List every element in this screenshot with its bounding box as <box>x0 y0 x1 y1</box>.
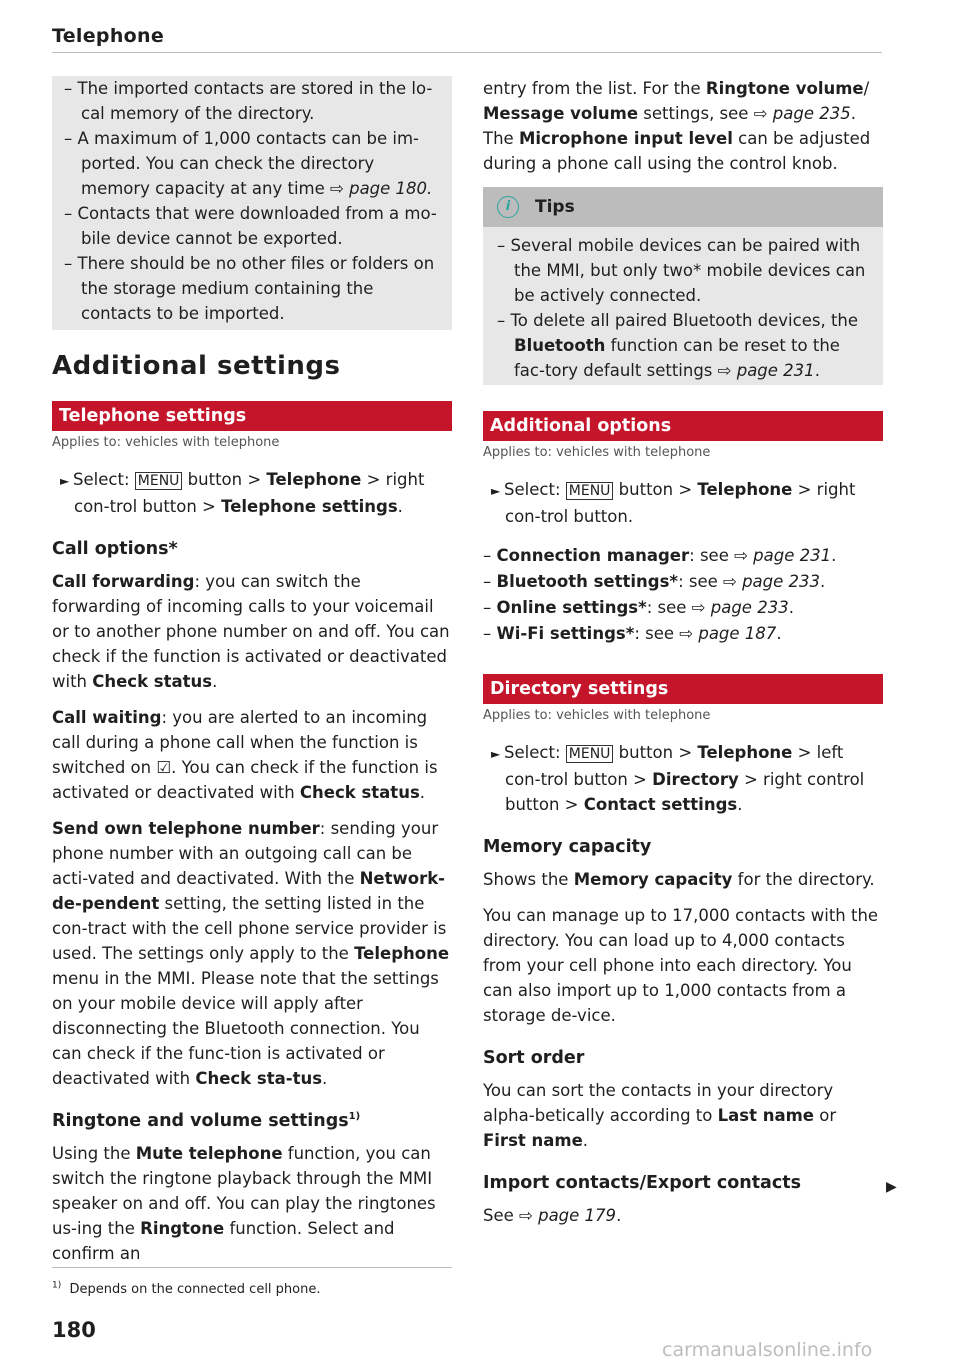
tip-text: . <box>814 361 820 380</box>
page-ref-link[interactable]: ⇨ page 233 <box>691 598 789 617</box>
term: Ringtone volume <box>705 79 864 98</box>
step-text: Select: <box>73 470 130 489</box>
tip-text: To delete all paired Bluetooth devices, the <box>510 311 859 330</box>
term: Mute telephone <box>135 1144 283 1163</box>
continue-arrow-icon: ▶ <box>886 1179 897 1195</box>
step-bold: Telephone <box>697 743 793 762</box>
list-item <box>483 569 883 594</box>
watermark: carmanualsonline.info <box>662 1339 873 1361</box>
term: Send own telephone number <box>52 819 320 838</box>
term: Memory capacity <box>573 870 733 889</box>
para-text: for the directory. <box>737 870 875 889</box>
page-ref-link[interactable]: ⇨ page 231 <box>717 361 815 380</box>
page-ref-link[interactable]: ⇨ page 187 <box>679 624 777 643</box>
tips-box <box>483 227 883 385</box>
note-text: Contacts that were downloaded from a mo-bile device cannot be exported. <box>77 204 437 248</box>
section-title: Additional settings <box>52 351 341 381</box>
page-header-title: Telephone <box>52 25 165 47</box>
term: First name <box>483 1131 583 1150</box>
step-text: > left con-trol button > <box>505 743 844 789</box>
page-ref-link[interactable]: ⇨ page 179 <box>519 1206 617 1225</box>
page-ref-link[interactable]: ⇨ page 180. <box>330 179 433 198</box>
para-text: . <box>820 572 826 591</box>
para-text: can be adjusted during a phone call using the control knob. <box>483 129 871 173</box>
note-box <box>52 76 452 330</box>
term: Check status <box>92 672 213 691</box>
term: Telephone <box>354 944 450 963</box>
para-text: : see <box>634 624 675 643</box>
section-bar-additional-options: Additional options <box>483 411 883 441</box>
note-item <box>64 126 438 201</box>
term: Microphone input level <box>518 129 733 148</box>
tip-item <box>497 308 869 383</box>
term: Connection manager <box>496 546 690 565</box>
term: Check sta-tus <box>195 1069 323 1088</box>
page-ref-link[interactable]: ⇨ page 233 <box>723 572 821 591</box>
menu-key: MENU <box>135 472 183 490</box>
para-text: menu in the MMI. Please note that the settings on your mobile device will apply after disconnecting the Bluetooth connection. You can check if the func-tion is activated or deactivated with <box>52 969 439 1088</box>
term: Message volume <box>483 104 639 123</box>
right-column <box>483 76 883 1239</box>
list-item <box>483 595 883 620</box>
term: Call forwarding <box>52 572 195 591</box>
para-text: Using the <box>52 1144 131 1163</box>
para-text: or <box>819 1106 837 1125</box>
para-text: : you are alerted to an incoming call during a phone call when the function is switched on ☑. You can check if the function is activated or deactivated with <box>52 708 438 802</box>
term: Check status <box>299 783 420 802</box>
footnote <box>52 1277 320 1302</box>
tip-text: Several mobile devices can be paired with the MMI, but only two* mobile devices can be actively connected. <box>510 236 866 305</box>
step-text: button > <box>187 470 262 489</box>
term: Online settings* <box>496 598 647 617</box>
step-text: Select: <box>504 743 561 762</box>
heading-ringtone <box>52 1109 452 1133</box>
para-text: . <box>212 672 218 691</box>
para-text: . <box>419 783 426 802</box>
instruction-step <box>483 740 883 817</box>
footnote-divider <box>52 1267 452 1268</box>
step-text: button > <box>618 743 693 762</box>
heading-call-options: Call options* <box>52 539 178 559</box>
term: Call waiting <box>52 708 162 727</box>
heading-sort-order: Sort order <box>483 1048 585 1068</box>
heading-text: Ringtone and volume settings <box>52 1111 349 1131</box>
term: Last name <box>717 1106 814 1125</box>
step-text: > right control button > <box>505 770 865 814</box>
step-text: . <box>397 497 403 516</box>
para-text: . <box>322 1069 328 1088</box>
para-call-forwarding <box>52 569 452 694</box>
note-text: A maximum of 1,000 contacts can be im-ported. You can check the directory memory capacity at any time <box>77 129 419 198</box>
para-text: See <box>483 1206 514 1225</box>
tips-title: Tips <box>535 196 575 217</box>
para-sort <box>483 1078 883 1153</box>
para-call-waiting <box>52 705 452 805</box>
term: Ringtone <box>140 1219 225 1238</box>
para-text: . <box>616 1206 622 1225</box>
para-text: : see <box>678 572 718 591</box>
step-text: button > <box>618 480 693 499</box>
note-item <box>64 76 438 126</box>
tip-text: function can be reset to the fac-tory default settings <box>514 336 840 380</box>
para-text: Shows the <box>483 870 569 889</box>
para-text: . <box>831 546 837 565</box>
step-bold: Contact settings <box>583 795 738 814</box>
instruction-step <box>52 467 452 519</box>
para-text: entry from the list. For the <box>483 79 701 98</box>
step-text: > right con-trol button > <box>74 470 425 516</box>
note-item <box>64 201 438 251</box>
page-ref-link[interactable]: ⇨ page 231 <box>734 546 832 565</box>
section-bar-directory-settings: Directory settings <box>483 674 883 704</box>
step-bold: Directory <box>652 770 739 789</box>
applies-note: Applies to: vehicles with telephone <box>483 445 711 460</box>
step-text: . <box>737 795 743 814</box>
applies-note: Applies to: vehicles with telephone <box>483 708 711 723</box>
step-bold: Telephone <box>266 470 362 489</box>
para-text: / <box>863 79 870 98</box>
step-bold: Telephone <box>697 480 793 499</box>
tip-item <box>497 233 869 308</box>
menu-key: MENU <box>566 745 614 763</box>
info-icon: i <box>497 196 519 218</box>
footnote-marker: 1) <box>52 1280 62 1291</box>
para-text: : see <box>646 598 687 617</box>
footnote-marker: 1) <box>348 1111 361 1123</box>
para-text: setting, the setting listed in the con-tract with the cell phone service provider is used. The settings only apply to the <box>52 894 447 963</box>
footnote-text: Depends on the connected cell phone. <box>69 1282 321 1297</box>
step-text: > right con-trol button. <box>505 480 856 526</box>
left-column <box>52 76 452 1277</box>
section-bar-telephone-settings: Telephone settings <box>52 401 452 431</box>
step-text: Select: <box>504 480 561 499</box>
step-bold: Telephone settings <box>221 497 398 516</box>
para-text: settings, see <box>643 104 749 123</box>
para-text: : sending your phone number with an outgoing call can be acti-vated and deactivated. With the <box>52 819 439 888</box>
term: Bluetooth <box>514 336 606 355</box>
applies-note: Applies to: vehicles with telephone <box>52 435 280 450</box>
note-item <box>64 251 438 326</box>
para-text: . <box>582 1131 589 1150</box>
para-text: function. Select and confirm an <box>52 1219 395 1263</box>
para-text: function, you can switch the ringtone playback through the MMI speaker on and off. You can play the ringtones us-ing the <box>52 1144 436 1238</box>
para-text: . The <box>483 104 856 148</box>
heading-memory-capacity: Memory capacity <box>483 837 652 857</box>
note-text: The imported contacts are stored in the lo-cal memory of the directory. <box>77 79 433 123</box>
list-item <box>483 621 883 646</box>
para-text: : see <box>689 546 729 565</box>
para-text: . <box>776 624 782 643</box>
para-send-number <box>52 816 452 1091</box>
menu-key: MENU <box>566 482 614 500</box>
para-import <box>483 1203 883 1228</box>
para-memory-2: You can manage up to 17,000 contacts with the directory. You can load up to 4,000 contacts from your cell phone into each directory. You can also import up to 1,000 contacts from a storage de-vice. <box>483 906 879 1025</box>
page-ref-link[interactable]: ⇨ page 235 <box>753 104 851 123</box>
page-header <box>52 24 882 53</box>
list-item <box>483 543 883 568</box>
instruction-step <box>483 477 883 529</box>
heading-import-export: Import contacts/Export contacts <box>483 1173 802 1193</box>
term: Network-de-pendent <box>52 869 446 913</box>
options-list <box>483 543 883 646</box>
para-text: : you can switch the forwarding of incoming calls to your voicemail or to another phone number on and off. You can check if the function is activated or deactivated with <box>52 572 450 691</box>
term: Wi-Fi settings* <box>496 624 635 643</box>
tips-header <box>483 187 883 227</box>
term: Bluetooth settings* <box>496 572 679 591</box>
note-text: There should be no other files or folders on the storage medium containing the contacts to be imported. <box>77 254 435 323</box>
para-continued <box>483 76 883 176</box>
page-number: 180 <box>52 1318 96 1342</box>
para-memory-1 <box>483 867 883 892</box>
para-text: . <box>788 598 794 617</box>
para-text: You can sort the contacts in your directory alpha-betically according to <box>483 1081 834 1125</box>
para-ringtone <box>52 1141 452 1266</box>
